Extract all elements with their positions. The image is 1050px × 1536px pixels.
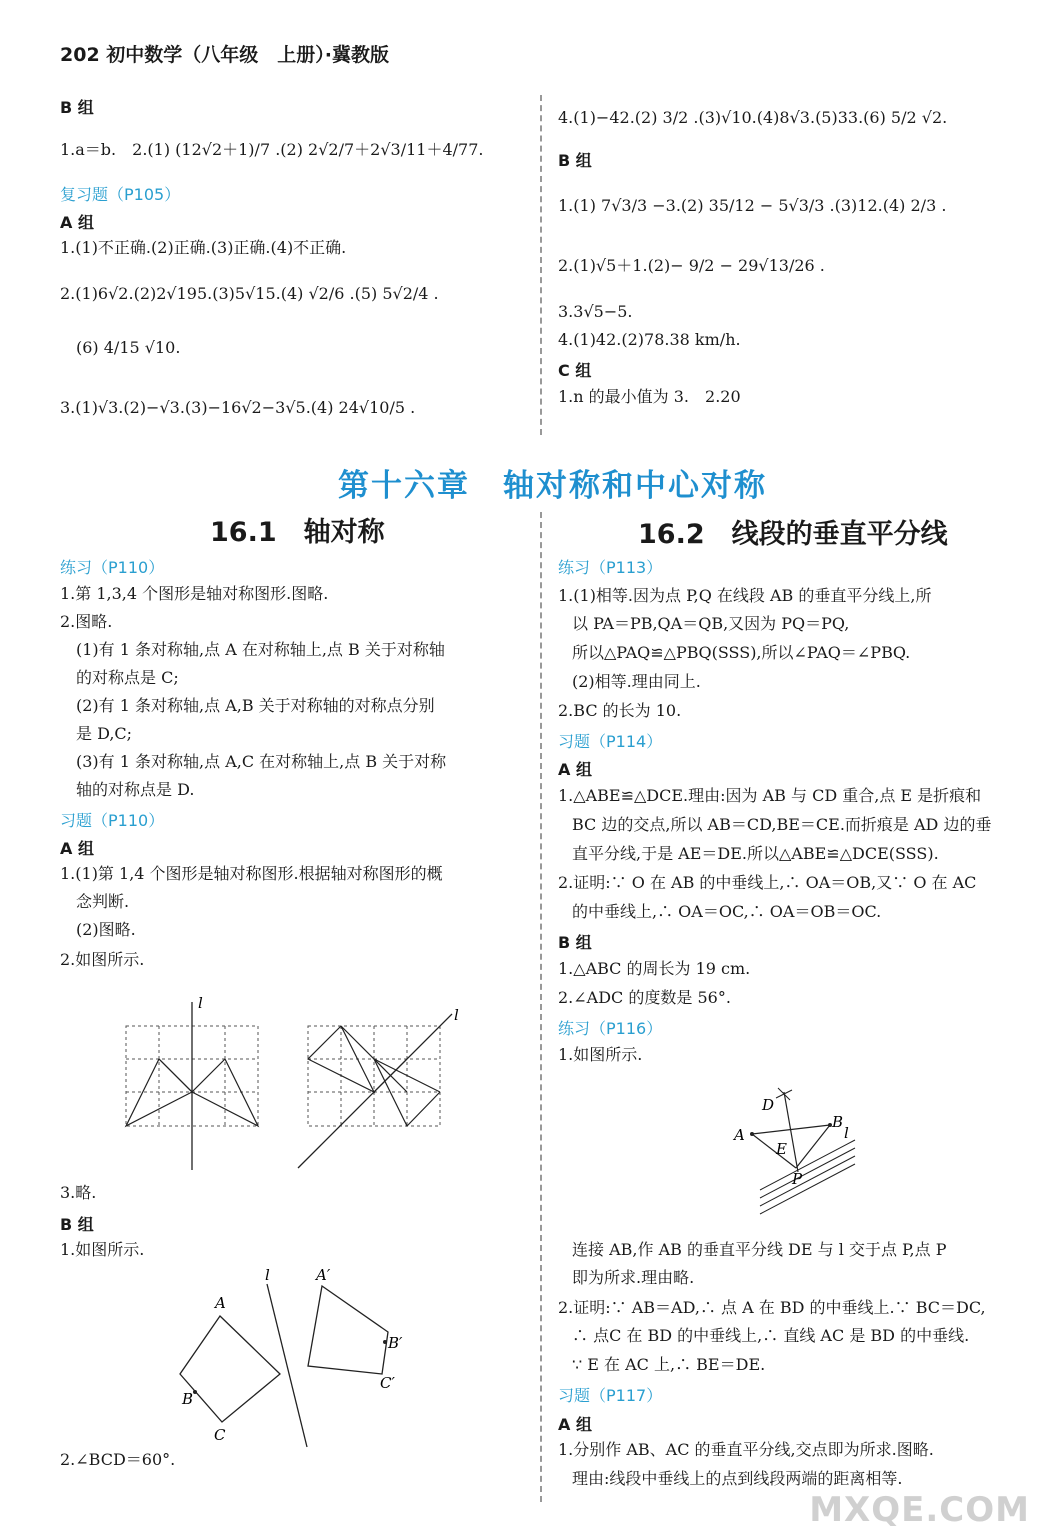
answer-line: 即为所求.理由略. <box>572 1268 695 1287</box>
point-a-marker <box>750 1132 754 1136</box>
answer-line: (3)有 1 条对称轴,点 A,C 在对称轴上,点 B 关于对称 <box>76 752 447 771</box>
column-divider <box>540 512 542 1502</box>
answer-line: 的对称点是 C; <box>76 668 179 687</box>
group-label: B 组 <box>558 933 592 952</box>
answer-line: 3.3√5−5. <box>558 302 633 321</box>
grid-2 <box>308 1026 440 1126</box>
label-a: A <box>215 1294 226 1312</box>
answer-line: 1.(1)相等.因为点 P,Q 在线段 AB 的垂直平分线上,所 <box>558 586 932 605</box>
point-b-marker <box>193 1390 197 1394</box>
answer-line: (2)有 1 条对称轴,点 A,B 关于对称轴的对称点分别 <box>76 696 435 715</box>
section-label: 习题（P110） <box>60 811 165 830</box>
quadrilateral-abcd <box>180 1316 280 1422</box>
label-l: l <box>844 1124 849 1142</box>
section-label: 复习题（P105） <box>60 185 181 204</box>
column-divider <box>540 95 542 435</box>
point-b2-marker <box>383 1340 387 1344</box>
arc-marks <box>776 1088 792 1100</box>
answer-line: 2.图略. <box>60 612 113 631</box>
answer-line: 的中垂线上,∴ OA＝OC,∴ OA＝OB＝OC. <box>572 902 882 921</box>
label-b: B <box>832 1113 844 1131</box>
label-c-prime: C′ <box>380 1374 395 1392</box>
section-label: 习题（P117） <box>558 1386 663 1405</box>
reflection-figure <box>160 1262 420 1452</box>
answer-line: 2.(1)√5＋1.(2)− 9/2 − 29√13/26 . <box>558 256 825 275</box>
answer-line: 1.如图所示. <box>558 1045 643 1064</box>
label-b-prime: B′ <box>388 1334 403 1352</box>
answer-line: 3.略. <box>60 1183 97 1202</box>
running-header <box>60 40 389 67</box>
section-label: 练习（P113） <box>558 558 663 577</box>
axis-label: l <box>454 1006 459 1024</box>
answer-line: 2.∠BCD＝60°. <box>60 1450 176 1469</box>
group-label: A 组 <box>60 839 94 858</box>
section-title: 16.2 线段的垂直平分线 <box>638 519 948 550</box>
section-label: 练习（P116） <box>558 1019 663 1038</box>
label-b: B <box>182 1390 194 1408</box>
section-title: 16.1 轴对称 <box>210 517 385 548</box>
answer-line: 轴的对称点是 D. <box>76 780 195 799</box>
answer-line: BC 边的交点,所以 AB＝CD,BE＝CE.而折痕是 AD 边的垂 <box>572 815 992 834</box>
answer-line: 3.(1)√3.(2)−√3.(3)−16√2−3√5.(4) 24√10/5 . <box>60 398 416 417</box>
answer-line: 1.(1)第 1,4 个图形是轴对称图形.根据轴对称图形的概 <box>60 864 443 883</box>
answer-line: 2.BC 的长为 10. <box>558 701 682 720</box>
label-a: A <box>734 1126 745 1144</box>
label-d: D <box>762 1096 775 1114</box>
page-number: 202 <box>60 44 100 66</box>
answer-line: 所以△PAQ≌△PBQ(SSS),所以∠PAQ＝∠PBQ. <box>572 643 911 662</box>
answer-line: (2)相等.理由同上. <box>572 672 701 691</box>
answer-line: 1.△ABE≌△DCE.理由:因为 AB 与 CD 重合,点 E 是折痕和 <box>558 786 982 805</box>
group-label: A 组 <box>60 213 94 232</box>
answer-line: 连接 AB,作 AB 的垂直平分线 DE 与 l 交于点 P,点 P <box>572 1240 947 1259</box>
group-label: B 组 <box>60 98 94 117</box>
answer-line: ∴ 点C 在 BD 的中垂线上,∴ 直线 AC 是 BD 的中垂线. <box>572 1326 970 1345</box>
label-c: C <box>214 1426 226 1444</box>
grid-figures <box>110 990 490 1175</box>
section-label: 习题（P114） <box>558 732 663 751</box>
group-label: A 组 <box>558 1415 592 1434</box>
reflection-line <box>267 1284 307 1447</box>
answer-line: 1.n 的最小值为 3. 2.20 <box>558 387 741 406</box>
chapter-title: 第十六章 轴对称和中心对称 <box>338 468 767 504</box>
answer-line: 1.第 1,3,4 个图形是轴对称图形.图略. <box>60 584 329 603</box>
answer-line: 念判断. <box>76 892 130 911</box>
answer-line: 以 PA＝PB,QA＝QB,又因为 PQ＝PQ, <box>572 614 850 633</box>
section-label: 练习（P110） <box>60 558 165 577</box>
answer-line: 4.(1)−42.(2) 3/2 .(3)√10.(4)8√3.(5)33.(6) 5/2 √2. <box>558 108 948 127</box>
group-label: C 组 <box>558 361 592 380</box>
answer-line: 1.如图所示. <box>60 1240 145 1259</box>
answer-line: 2.(1)6√2.(2)2√195.(3)5√15.(4) √2/6 .(5) 5√2/4 . <box>60 284 439 303</box>
answer-line: (1)有 1 条对称轴,点 A 在对称轴上,点 B 关于对称轴 <box>76 640 445 659</box>
group-label: B 组 <box>558 151 592 170</box>
answer-line: (6) 4/15 √10. <box>76 338 181 357</box>
axis-label: l <box>198 994 203 1012</box>
answer-line: 2.∠ADC 的度数是 56°. <box>558 988 731 1007</box>
answer-line: 2.证明:∵ AB＝AD,∴ 点 A 在 BD 的中垂线上.∵ BC＝DC, <box>558 1298 986 1317</box>
answer-line: 1.△ABC 的周长为 19 cm. <box>558 959 751 978</box>
answer-line: 是 D,C; <box>76 724 133 743</box>
label-a-prime: A′ <box>316 1266 331 1284</box>
answer-line: 1.a＝b. 2.(1) (12√2＋1)/7 .(2) 2√2/7＋2√3/11＋4/77. <box>60 140 484 159</box>
answer-line: (2)图略. <box>76 920 136 939</box>
answer-line: 2.如图所示. <box>60 950 145 969</box>
answer-line: 直平分线,于是 AE＝DE.所以△ABE≌△DCE(SSS). <box>572 844 939 863</box>
answer-line: 1.(1) 7√3/3 −3.(2) 35/12 − 5√3/3 .(3)12.(4) 2/3 . <box>558 196 947 215</box>
watermark: MXQE.COM <box>809 1490 1030 1530</box>
answer-line: 1.(1)不正确.(2)正确.(3)正确.(4)不正确. <box>60 238 347 257</box>
segment-ap <box>752 1134 796 1168</box>
quadrilateral-image <box>308 1286 388 1374</box>
bisector-figure <box>730 1080 870 1215</box>
answer-line: 理由:线段中垂线上的点到线段两端的距离相等. <box>572 1469 903 1488</box>
group-label: B 组 <box>60 1215 94 1234</box>
book-title: 初中数学（八年级 上册）·冀教版 <box>106 44 390 66</box>
answer-line: 1.分别作 AB、AC 的垂直平分线,交点即为所求.图略. <box>558 1440 934 1459</box>
label-l: l <box>265 1266 270 1284</box>
group-label: A 组 <box>558 760 592 779</box>
answer-line: 2.证明:∵ O 在 AB 的中垂线上,∴ OA＝OB,又∵ O 在 AC <box>558 873 977 892</box>
label-p: P <box>792 1170 803 1188</box>
label-e: E <box>776 1140 787 1158</box>
answer-line: 4.(1)42.(2)78.38 km/h. <box>558 330 741 349</box>
answer-line: ∵ E 在 AC 上,∴ BE＝DE. <box>572 1355 766 1374</box>
